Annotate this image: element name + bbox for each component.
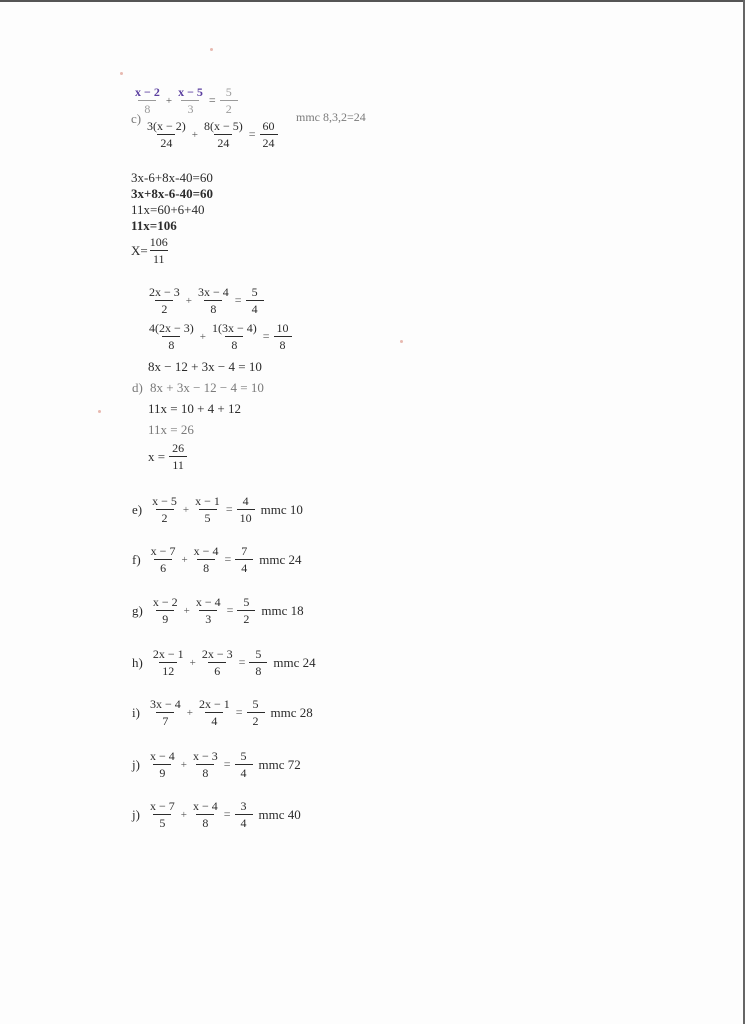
section-d-step1: $\frac{2x - 3}{2}$ + $\frac{3x - 4}{8}$ = $\frac{5}{4}$: [147, 286, 264, 315]
fraction: $\frac{8(x - 5)}{24}$: [203, 119, 243, 150]
section-d-step2: $\frac{4(2x - 3)}{8}$ + $\frac{1(3x - 4)}{8}$ = $\frac{10}{8}$: [147, 322, 292, 351]
solution-line-d1: 8x − 12 + 3x − 4 = 10: [148, 359, 262, 374]
fraction: $\frac{x - 7}{6}$: [150, 544, 176, 575]
fraction: $\frac{2x - 1}{12}$: [152, 647, 184, 678]
fraction: $\frac{x - 1}{5}$: [195, 494, 220, 525]
exercise-g: g) $\frac{x - 2}{9}$ + $\frac{x - 4}{3}$ = $\frac{5}{2}$ mmc 18: [132, 595, 304, 626]
fraction: $\frac{5}{8}$: [249, 648, 267, 677]
exercise-j2: j) $\frac{x - 7}{5}$ + $\frac{x - 4}{8}$ = $\frac{3}{4}$ mmc 40: [132, 799, 301, 830]
fraction: $\frac{4(2x - 3)}{8}$: [149, 321, 194, 352]
mmc-note: mmc 18: [261, 602, 304, 618]
mmc-note: mmc 10: [260, 501, 303, 517]
solution-line-c1: 3x-6+8x-40=60: [131, 170, 213, 185]
fraction: $\frac{x - 4}{3}$: [195, 595, 221, 626]
mmc-note: mmc 24: [259, 551, 302, 567]
solution-line-c4: 11x=106: [131, 218, 177, 233]
paper-speck: [400, 340, 403, 343]
mmc-note: mmc 40: [258, 806, 301, 822]
mmc-note: mmc 24: [273, 654, 316, 670]
paper-speck: [120, 72, 123, 75]
fraction: $\frac{3x - 4}{8}$: [198, 285, 229, 316]
fraction: $\frac{3x - 4}{7}$: [149, 697, 181, 728]
section-label-d: d): [132, 380, 143, 395]
section-label-c: c): [131, 111, 142, 126]
exercise-e: e) $\frac{x - 5}{2}$ + $\frac{x - 1}{5}$ = $\frac{4}{10}$ mmc 10: [132, 494, 303, 525]
fraction: $\frac{2x - 3}{6}$: [201, 647, 233, 678]
fraction: $\frac{x - 7}{5}$: [149, 799, 175, 830]
fraction: $\frac{4}{10}$: [237, 495, 255, 524]
fraction: $\frac{2x - 1}{4}$: [198, 697, 230, 728]
fraction: $\frac{60}{24}$: [260, 120, 278, 149]
fraction: $\frac{1(3x - 4)}{8}$: [211, 321, 257, 352]
fraction: $\frac{5}{2}$: [220, 86, 238, 115]
section-c-step2: $\frac{3(x - 2)}{24}$ + $\frac{8(x - 5)}{24}$ = $\frac{60}{24}$: [145, 120, 278, 149]
fraction: $\frac{x - 4}{9}$: [149, 749, 175, 780]
paper-speck: [98, 410, 101, 413]
fraction: $\frac{x - 5}{2}$: [152, 494, 177, 525]
exercise-h: h) $\frac{2x - 1}{12}$ + $\frac{2x - 3}{6}$ = $\frac{5}{8}$ mmc 24: [132, 647, 316, 678]
fraction: $\frac{x - 3}{8}$: [192, 749, 218, 780]
fraction: $\frac{106}{11}$: [149, 235, 168, 266]
fraction: $\frac{10}{8}$: [274, 322, 292, 351]
fraction: $\frac{x - 4}{8}$: [192, 799, 218, 830]
section-c-step1: $\frac{x - 2}{8}$ + $\frac{x - 5}{3}$ = $\frac{5}{2}$: [133, 86, 238, 115]
fraction: $\frac{26}{11}$: [169, 442, 187, 471]
solution-line-d3: 11x = 10 + 4 + 12: [148, 401, 242, 416]
fraction: $\frac{x - 4}{8}$: [193, 544, 219, 575]
solution-line-d4: 11x = 26: [148, 422, 194, 437]
exercise-f: f) $\frac{x - 7}{6}$ + $\frac{x - 4}{8}$ = $\frac{7}{4}$ mmc 24: [132, 544, 302, 575]
fraction: $\frac{5}{4}$: [235, 750, 253, 779]
fraction: $\frac{3(x - 2)}{24}$: [147, 119, 186, 150]
solution-line-c3: 11x=60+6+40: [131, 202, 205, 217]
paper-speck: [210, 48, 213, 51]
exercise-j1: j) $\frac{x - 4}{9}$ + $\frac{x - 3}{8}$ = $\frac{5}{4}$ mmc 72: [132, 749, 301, 780]
mmc-note: mmc 72: [258, 756, 301, 772]
section-c-result: X= $\frac{106}{11}$: [131, 235, 168, 266]
fraction: $\frac{5}{2}$: [247, 698, 265, 727]
fraction: $\frac{5}{2}$: [237, 596, 255, 625]
solution-line-c2: 3x+8x-6-40=60: [131, 186, 213, 201]
mmc-note: mmc 28: [270, 704, 313, 720]
solution-line-d2: 8x + 3x − 12 − 4 = 10: [150, 380, 264, 395]
fraction: $\frac{5}{4}$: [246, 286, 264, 315]
fraction: $\frac{x - 5}{3}$: [178, 85, 203, 116]
mmc-note-c: mmc 8,3,2=24: [296, 110, 366, 124]
exercise-i: i) $\frac{3x - 4}{7}$ + $\frac{2x - 1}{4}$ = $\frac{5}{2}$ mmc 28: [132, 697, 313, 728]
fraction: $\frac{x - 2}{8}$: [135, 85, 160, 116]
fraction: $\frac{x - 2}{9}$: [152, 595, 178, 626]
fraction: $\frac{3}{4}$: [235, 800, 253, 829]
fraction: $\frac{2x - 3}{2}$: [149, 285, 180, 316]
page-top-edge: [0, 0, 745, 2]
section-d-result: x = $\frac{26}{11}$: [148, 442, 187, 471]
fraction: $\frac{7}{4}$: [235, 545, 253, 574]
